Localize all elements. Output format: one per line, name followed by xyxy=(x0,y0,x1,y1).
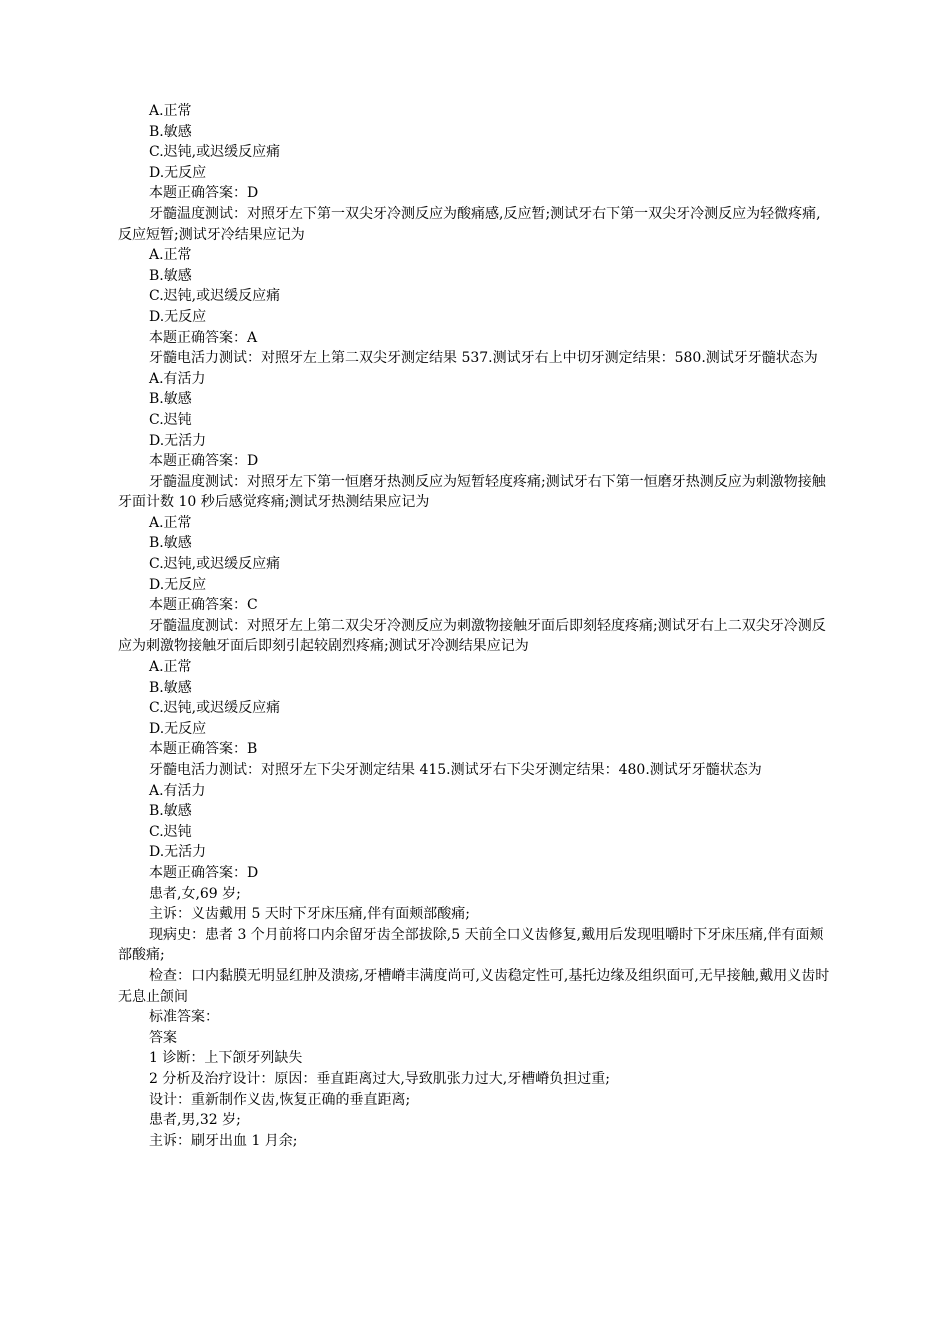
correct-answer: 本题正确答案：D xyxy=(149,864,259,881)
option-d: D.无活力 xyxy=(149,432,207,449)
document-body xyxy=(118,101,834,1151)
option-b: B.敏感 xyxy=(149,267,192,284)
option-d: D.无反应 xyxy=(149,164,207,181)
case-present-history: 现病史：患者 3 个月前将口内余留牙齿全部拔除,5 天前全口义齿修复,戴用后发现咀嚼时下牙床压痛,伴有面颊部酸痛; xyxy=(118,926,824,964)
correct-answer: 本题正确答案：C xyxy=(149,597,258,614)
option-a: A.正常 xyxy=(149,514,192,531)
answer-design: 设计：重新制作义齿,恢复正确的垂直距离; xyxy=(149,1091,411,1108)
question-text: 牙髓温度测试：对照牙左下第一恒磨牙热测反应为短暂轻度疼痛;测试牙右下第一恒磨牙热测反应为刺激物接触牙面计数 10 秒后感觉疼痛;测试牙热测结果应记为 xyxy=(118,473,826,511)
option-c: C.迟钝 xyxy=(149,411,192,428)
question-text: 牙髓温度测试：对照牙左下第一双尖牙冷测反应为酸痛感,反应暂;测试牙右下第一双尖牙冷测反应为轻微疼痛,反应短暂;测试牙冷结果应记为 xyxy=(118,205,821,243)
option-a: A.有活力 xyxy=(149,370,206,387)
option-c: C.迟钝,或迟缓反应痛 xyxy=(149,700,281,717)
option-a: A.正常 xyxy=(149,247,192,264)
option-d: D.无活力 xyxy=(149,844,207,861)
correct-answer: 本题正确答案：B xyxy=(149,741,258,758)
correct-answer: 本题正确答案：A xyxy=(149,329,258,346)
case-chief-complaint: 主诉：义齿戴用 5 天时下牙床压痛,伴有面颊部酸痛; xyxy=(149,906,470,923)
case-chief-complaint: 主诉：刷牙出血 1 月余; xyxy=(149,1132,298,1149)
option-c: C.迟钝,或迟缓反应痛 xyxy=(149,144,281,161)
option-b: B.敏感 xyxy=(149,679,192,696)
option-b: B.敏感 xyxy=(149,803,192,820)
option-d: D.无反应 xyxy=(149,308,207,325)
option-a: A.正常 xyxy=(149,103,192,119)
question-text: 牙髓电活力测试：对照牙左上第二双尖牙测定结果 537.测试牙右上中切牙测定结果：580.测试牙牙髓状态为 xyxy=(149,350,818,367)
option-c: C.迟钝,或迟缓反应痛 xyxy=(149,556,281,573)
case-patient-info: 患者,男,32 岁; xyxy=(149,1112,241,1129)
option-b: B.敏感 xyxy=(149,123,192,140)
option-d: D.无反应 xyxy=(149,576,207,593)
question-text: 牙髓电活力测试：对照牙左下尖牙测定结果 415.测试牙右下尖牙测定结果：480.测试牙牙髓状态为 xyxy=(149,762,762,778)
standard-answer-heading: 标准答案： xyxy=(149,1009,219,1026)
option-c: C.迟钝,或迟缓反应痛 xyxy=(149,288,281,305)
option-b: B.敏感 xyxy=(149,391,192,408)
option-b: B.敏感 xyxy=(149,535,192,552)
answer-diagnosis: 1 诊断：上下颌牙列缺失 xyxy=(149,1050,303,1067)
answer-heading: 答案 xyxy=(149,1029,177,1046)
option-c: C.迟钝 xyxy=(149,823,192,840)
question-text: 牙髓温度测试：对照牙左上第二双尖牙冷测反应为刺激物接触牙面后即刻轻度疼痛;测试牙右上二双尖牙冷测反应为刺激物接触牙面后即刻引起较剧烈疼痛;测试牙冷测结果应记为 xyxy=(118,617,826,655)
option-a: A.正常 xyxy=(149,659,192,676)
correct-answer: 本题正确答案：D xyxy=(149,185,259,202)
answer-analysis: 2 分析及治疗设计：原因：垂直距离过大,导致肌张力过大,牙槽嵴负担过重; xyxy=(149,1070,610,1087)
correct-answer: 本题正确答案：D xyxy=(149,453,259,470)
option-d: D.无反应 xyxy=(149,720,207,737)
case-examination: 检查：口内黏膜无明显红肿及溃疡,牙槽嵴丰满度尚可,义齿稳定性可,基托边缘及组织面可,无早接触,戴用义齿时无息止颌间 xyxy=(118,967,830,1005)
case-patient-info: 患者,女,69 岁; xyxy=(149,885,241,902)
option-a: A.有活力 xyxy=(149,782,206,799)
